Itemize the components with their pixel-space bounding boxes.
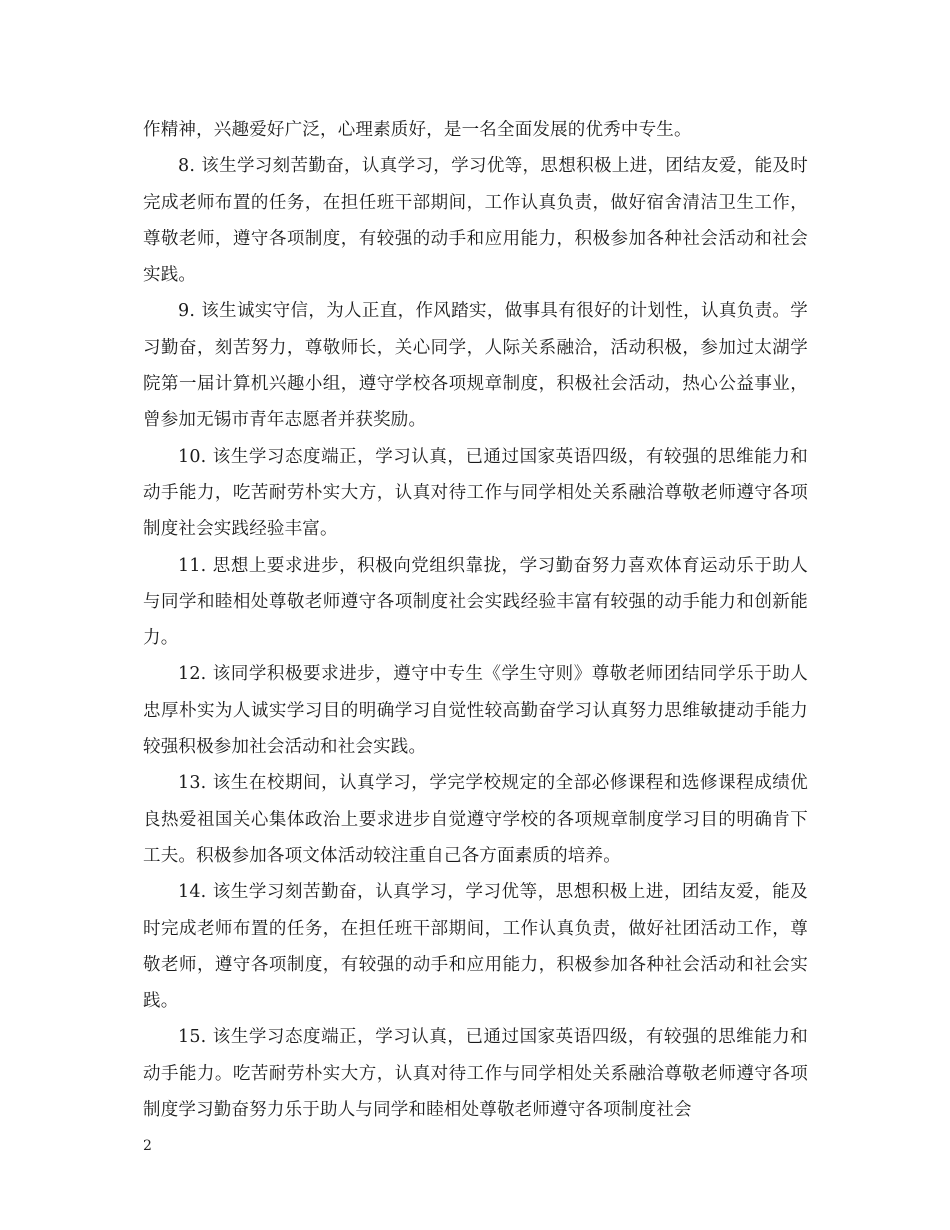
- document-body: [143, 112, 808, 1128]
- item-number: 10.: [178, 446, 207, 467]
- paragraph-text: 该生诚实守信，为人正直，作风踏实，做事具有很好的计划性，认真负责。学习勤奋，刻苦努力，尊敬师长，关心同学，人际关系融洽，活动积极，参加过太湖学院第一届计算机兴趣小组，遵守学校各项规章制度，积极社会活动，热心公益事业，曾参加无锡市青年志愿者并获奖励。: [143, 301, 808, 431]
- paragraph-item-11: [143, 548, 808, 657]
- paragraph-item-14: [143, 874, 808, 1019]
- item-number: 14.: [178, 882, 207, 903]
- item-number: 15.: [178, 1027, 207, 1048]
- item-number: 11.: [178, 555, 207, 576]
- paragraph-continued: [143, 112, 808, 148]
- item-number: 8.: [178, 156, 196, 177]
- page-number: 2: [143, 1138, 152, 1154]
- paragraph-item-10: [143, 439, 808, 548]
- paragraph-item-8: [143, 148, 808, 293]
- paragraph-item-15: [143, 1019, 808, 1128]
- paragraph-text: 该生学习态度端正，学习认真，已通过国家英语四级，有较强的思维能力和动手能力，吃苦耐劳朴实大方，认真对待工作与同学相处关系融洽尊敬老师遵守各项制度社会实践经验丰富。: [143, 446, 808, 540]
- paragraph-text: 该生学习刻苦勤奋，认真学习，学习优等，思想积极上进，团结友爱，能及时完成老师布置的任务，在担任班干部期间，工作认真负责，做好宿舍清洁卫生工作，尊敬老师，遵守各项制度，有较强的动手和应用能力，积极参加各种社会活动和社会实践。: [143, 156, 808, 286]
- paragraph-text: 该生学习刻苦勤奋，认真学习，学习优等，思想积极上进，团结友爱，能及时完成老师布置的任务，在担任班干部期间，工作认真负责，做好社团活动工作，尊敬老师，遵守各项制度，有较强的动手和应用能力，积极参加各种社会活动和社会实践。: [143, 882, 808, 1012]
- paragraph-text: 思想上要求进步，积极向党组织靠拢，学习勤奋努力喜欢体育运动乐于助人与同学和睦相处尊敬老师遵守各项制度社会实践经验丰富有较强的动手能力和创新能力。: [143, 555, 808, 649]
- paragraph-text: 该生在校期间，认真学习，学完学校规定的全部必修课程和选修课程成绩优良热爱祖国关心集体政治上要求进步自觉遵守学校的各项规章制度学习目的明确肯下工夫。积极参加各项文体活动较注重自己各方面素质的培养。: [143, 773, 808, 866]
- item-number: 13.: [178, 773, 207, 794]
- item-number: 9.: [178, 301, 196, 322]
- paragraph-item-12: [143, 656, 808, 765]
- paragraph-text: 该同学积极要求进步，遵守中专生《学生守则》尊敬老师团结同学乐于助人忠厚朴实为人诚实学习目的明确学习自觉性较高勤奋学习认真努力思维敏捷动手能力较强积极参加社会活动和社会实践。: [143, 664, 808, 758]
- paragraph-item-13: [143, 765, 808, 874]
- item-number: 12.: [178, 664, 207, 685]
- paragraph-item-9: [143, 293, 808, 438]
- paragraph-text: 该生学习态度端正，学习认真，已通过国家英语四级，有较强的思维能力和动手能力。吃苦耐劳朴实大方，认真对待工作与同学相处关系融洽尊敬老师遵守各项制度学习勤奋努力乐于助人与同学和睦相处尊敬老师遵守各项制度社会: [143, 1027, 808, 1121]
- paragraph-text: 作精神，兴趣爱好广泛，心理素质好，是一名全面发展的优秀中专生。: [143, 120, 692, 140]
